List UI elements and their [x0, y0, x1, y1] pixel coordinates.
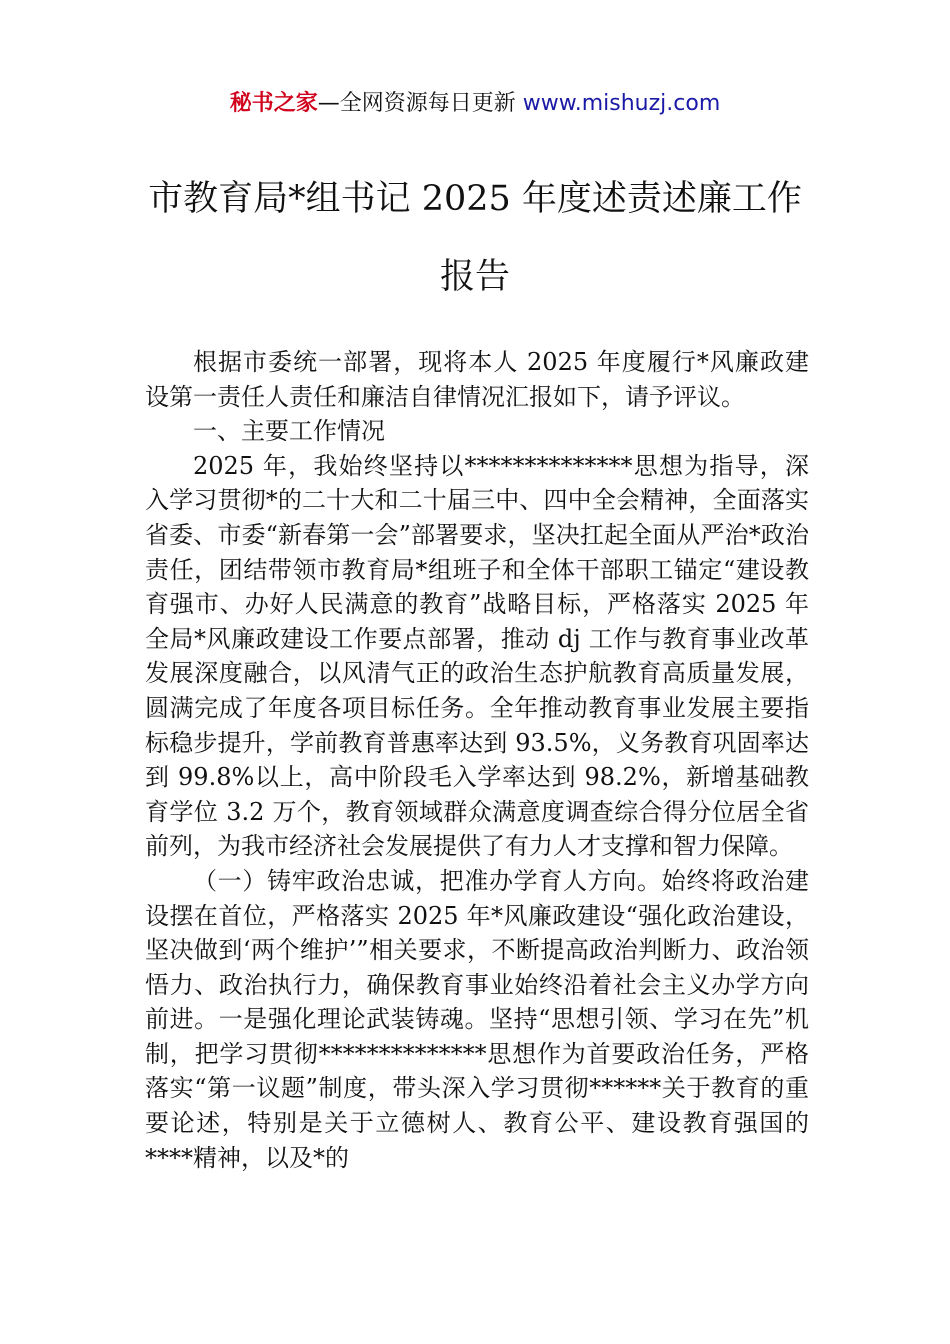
document-body: [145, 345, 809, 1175]
document-title: [120, 160, 830, 316]
title-line-2: 报告: [439, 257, 510, 297]
title-line-1: 市教育局*组书记 2025 年度述责述廉工作: [148, 179, 802, 219]
paragraph-subsection-1: （一）铸牢政治忠诚，把准办学育人方向。始终将政治建设摆在首位，严格落实 2025 年*风廉政建设“强化政治建设，坚决做到‘两个维护’”相关要求，不断提高政治判断力、政治领悟力、政治执行力，确保教育事业始终沿着社会主义办学方向前进。一是强化理论武装铸魂。坚持“思想引领、学习在先”机制，把学习贯彻**************思想作为首要政治任务，严格落实“第一议题”制度，带头深入学习贯彻******关于教育的重要论述，特别是关于立德树人、教育公平、建设教育强国的****精神，以及*的: [145, 866, 809, 1172]
paragraph-summary: 2025 年，我始终坚持以**************思想为指导，深入学习贯彻*的二十大和二十届三中、四中全会精神，全面落实省委、市委“新春第一会”部署要求，坚决扛起全面从严治*政治责任，团结带领市教育局*组班子和全体干部职工锚定“建设教育强市、办好人民满意的教育”战略目标，严格落实 2025 年全局*风廉政建设工作要点部署，推动 dj 工作与教育事业改革发展深度融合，以风清气正的政治生态护航教育高质量发展，圆满完成了年度各项目标任务。全年推动教育事业发展主要指标稳步提升，学前教育普惠率达到 93.5%，义务教育巩固率达到 99.8%以上，高中阶段毛入学率达到 98.2%，新增基础教育学位 3.2 万个，教育领域群众满意度调查综合得分位居全省前列，为我市经济社会发展提供了有力人才支撑和智力保障。: [145, 451, 809, 861]
paragraph-intro: 根据市委统一部署，现将本人 2025 年度履行*风廉政建设第一责任人责任和廉洁自律情况汇报如下，请予评议。: [145, 348, 809, 411]
site-banner: [0, 88, 950, 120]
section-heading: 一、主要工作情况: [193, 417, 385, 446]
banner-brand: 秘书之家: [229, 91, 318, 116]
banner-site-url[interactable]: www.mishuzj.com: [522, 91, 721, 116]
banner-tagline: —全网资源每日更新: [317, 91, 523, 116]
